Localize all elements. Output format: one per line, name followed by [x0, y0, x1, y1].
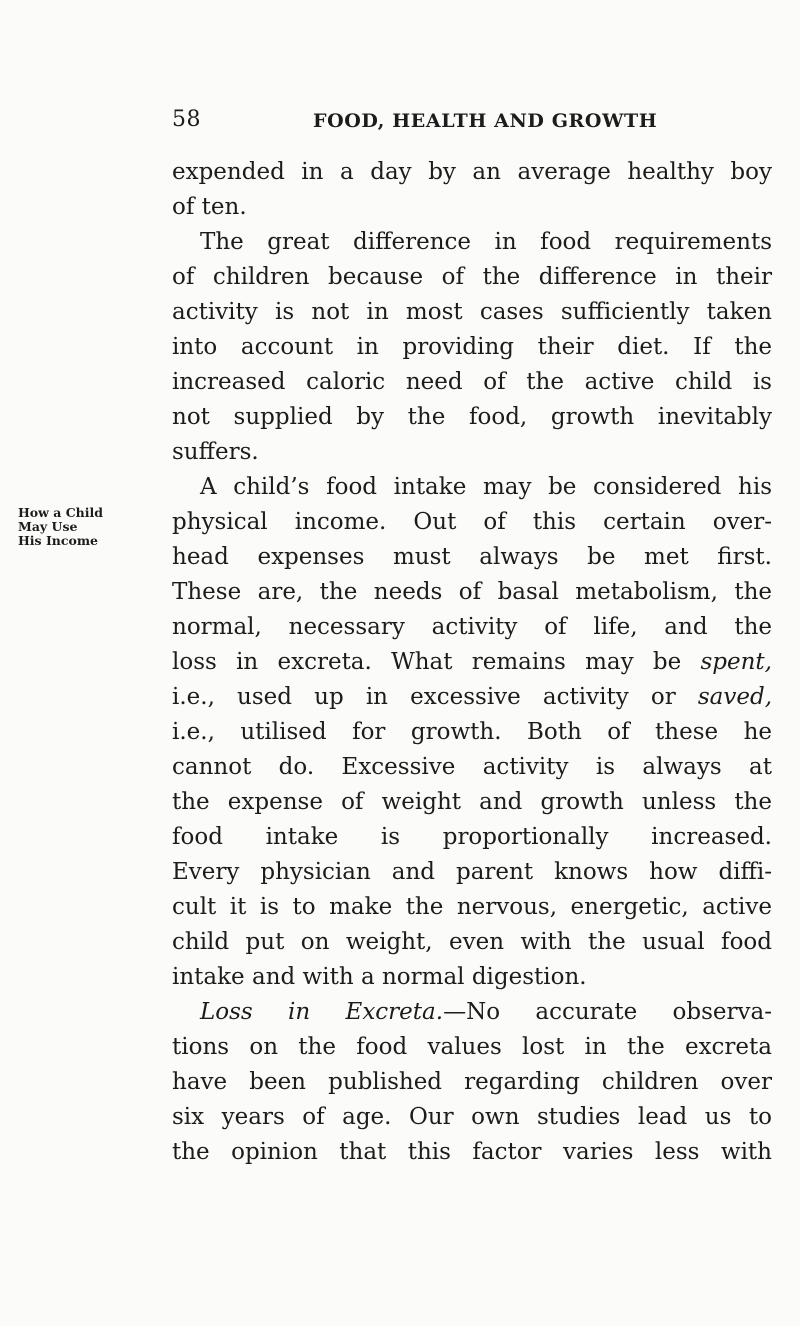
text-line: the expense of weight and growth unless the [172, 789, 772, 815]
text-line: increased caloric need of the active child is [172, 369, 772, 395]
text-line: cult it is to make the nervous, energetic, active [172, 894, 772, 920]
text-line: activity is not in most cases sufficiently taken [172, 299, 772, 325]
page-header [172, 105, 772, 135]
text-line: suffers. [172, 439, 259, 465]
text-segment: i.e., used up in excessive activity or [172, 684, 698, 710]
text-segment: loss in excreta. What remains may be [172, 649, 701, 675]
text-line [172, 645, 772, 680]
text-line [172, 680, 772, 715]
text-line: expended in a day by an average healthy boy [172, 159, 772, 185]
text-line: A child’s food intake may be considered his [200, 474, 772, 500]
text-line: Every physician and parent knows how diffi- [172, 859, 772, 885]
text-line: head expenses must always be met first. [172, 544, 772, 570]
text-line: food intake is proportionally increased. [172, 824, 772, 850]
page-number: 58 [172, 107, 201, 132]
text-line: tions on the food values lost in the excreta [172, 1034, 772, 1060]
text-line: six years of age. Our own studies lead us to [172, 1104, 772, 1130]
margin-note [18, 506, 106, 548]
italic-text-segment: Loss in Excreta. [200, 999, 444, 1025]
text-line: The great difference in food requirements [200, 229, 772, 255]
running-head: FOOD, HEALTH AND GROWTH [313, 110, 658, 132]
text-line: normal, necessary activity of life, and the [172, 614, 772, 640]
text-line: intake and with a normal digestion. [172, 964, 587, 990]
text-line: of ten. [172, 194, 247, 220]
text-line: the opinion that this factor varies less with [172, 1139, 772, 1165]
body-text [172, 155, 772, 1170]
text-line: These are, the needs of basal metabolism, the [172, 579, 772, 605]
text-line: cannot do. Excessive activity is always at [172, 754, 772, 780]
margin-note-line: His Income [18, 533, 99, 548]
text-line [172, 995, 772, 1030]
text-line: into account in providing their diet. If the [172, 334, 772, 360]
text-line: i.e., utilised for growth. Both of these he [172, 719, 772, 745]
margin-note-line: How a Child [18, 505, 103, 520]
margin-note-line: May Use [18, 519, 78, 534]
italic-text-segment: saved, [697, 684, 772, 710]
text-line: of children because of the difference in their [172, 264, 772, 290]
text-line: not supplied by the food, growth inevitably [172, 404, 772, 430]
text-line: have been published regarding children over [172, 1069, 772, 1095]
text-line: physical income. Out of this certain over- [172, 509, 772, 535]
italic-text-segment: spent, [700, 649, 772, 675]
text-segment: —No accurate observa- [443, 999, 772, 1025]
text-line: child put on weight, even with the usual food [172, 929, 772, 955]
